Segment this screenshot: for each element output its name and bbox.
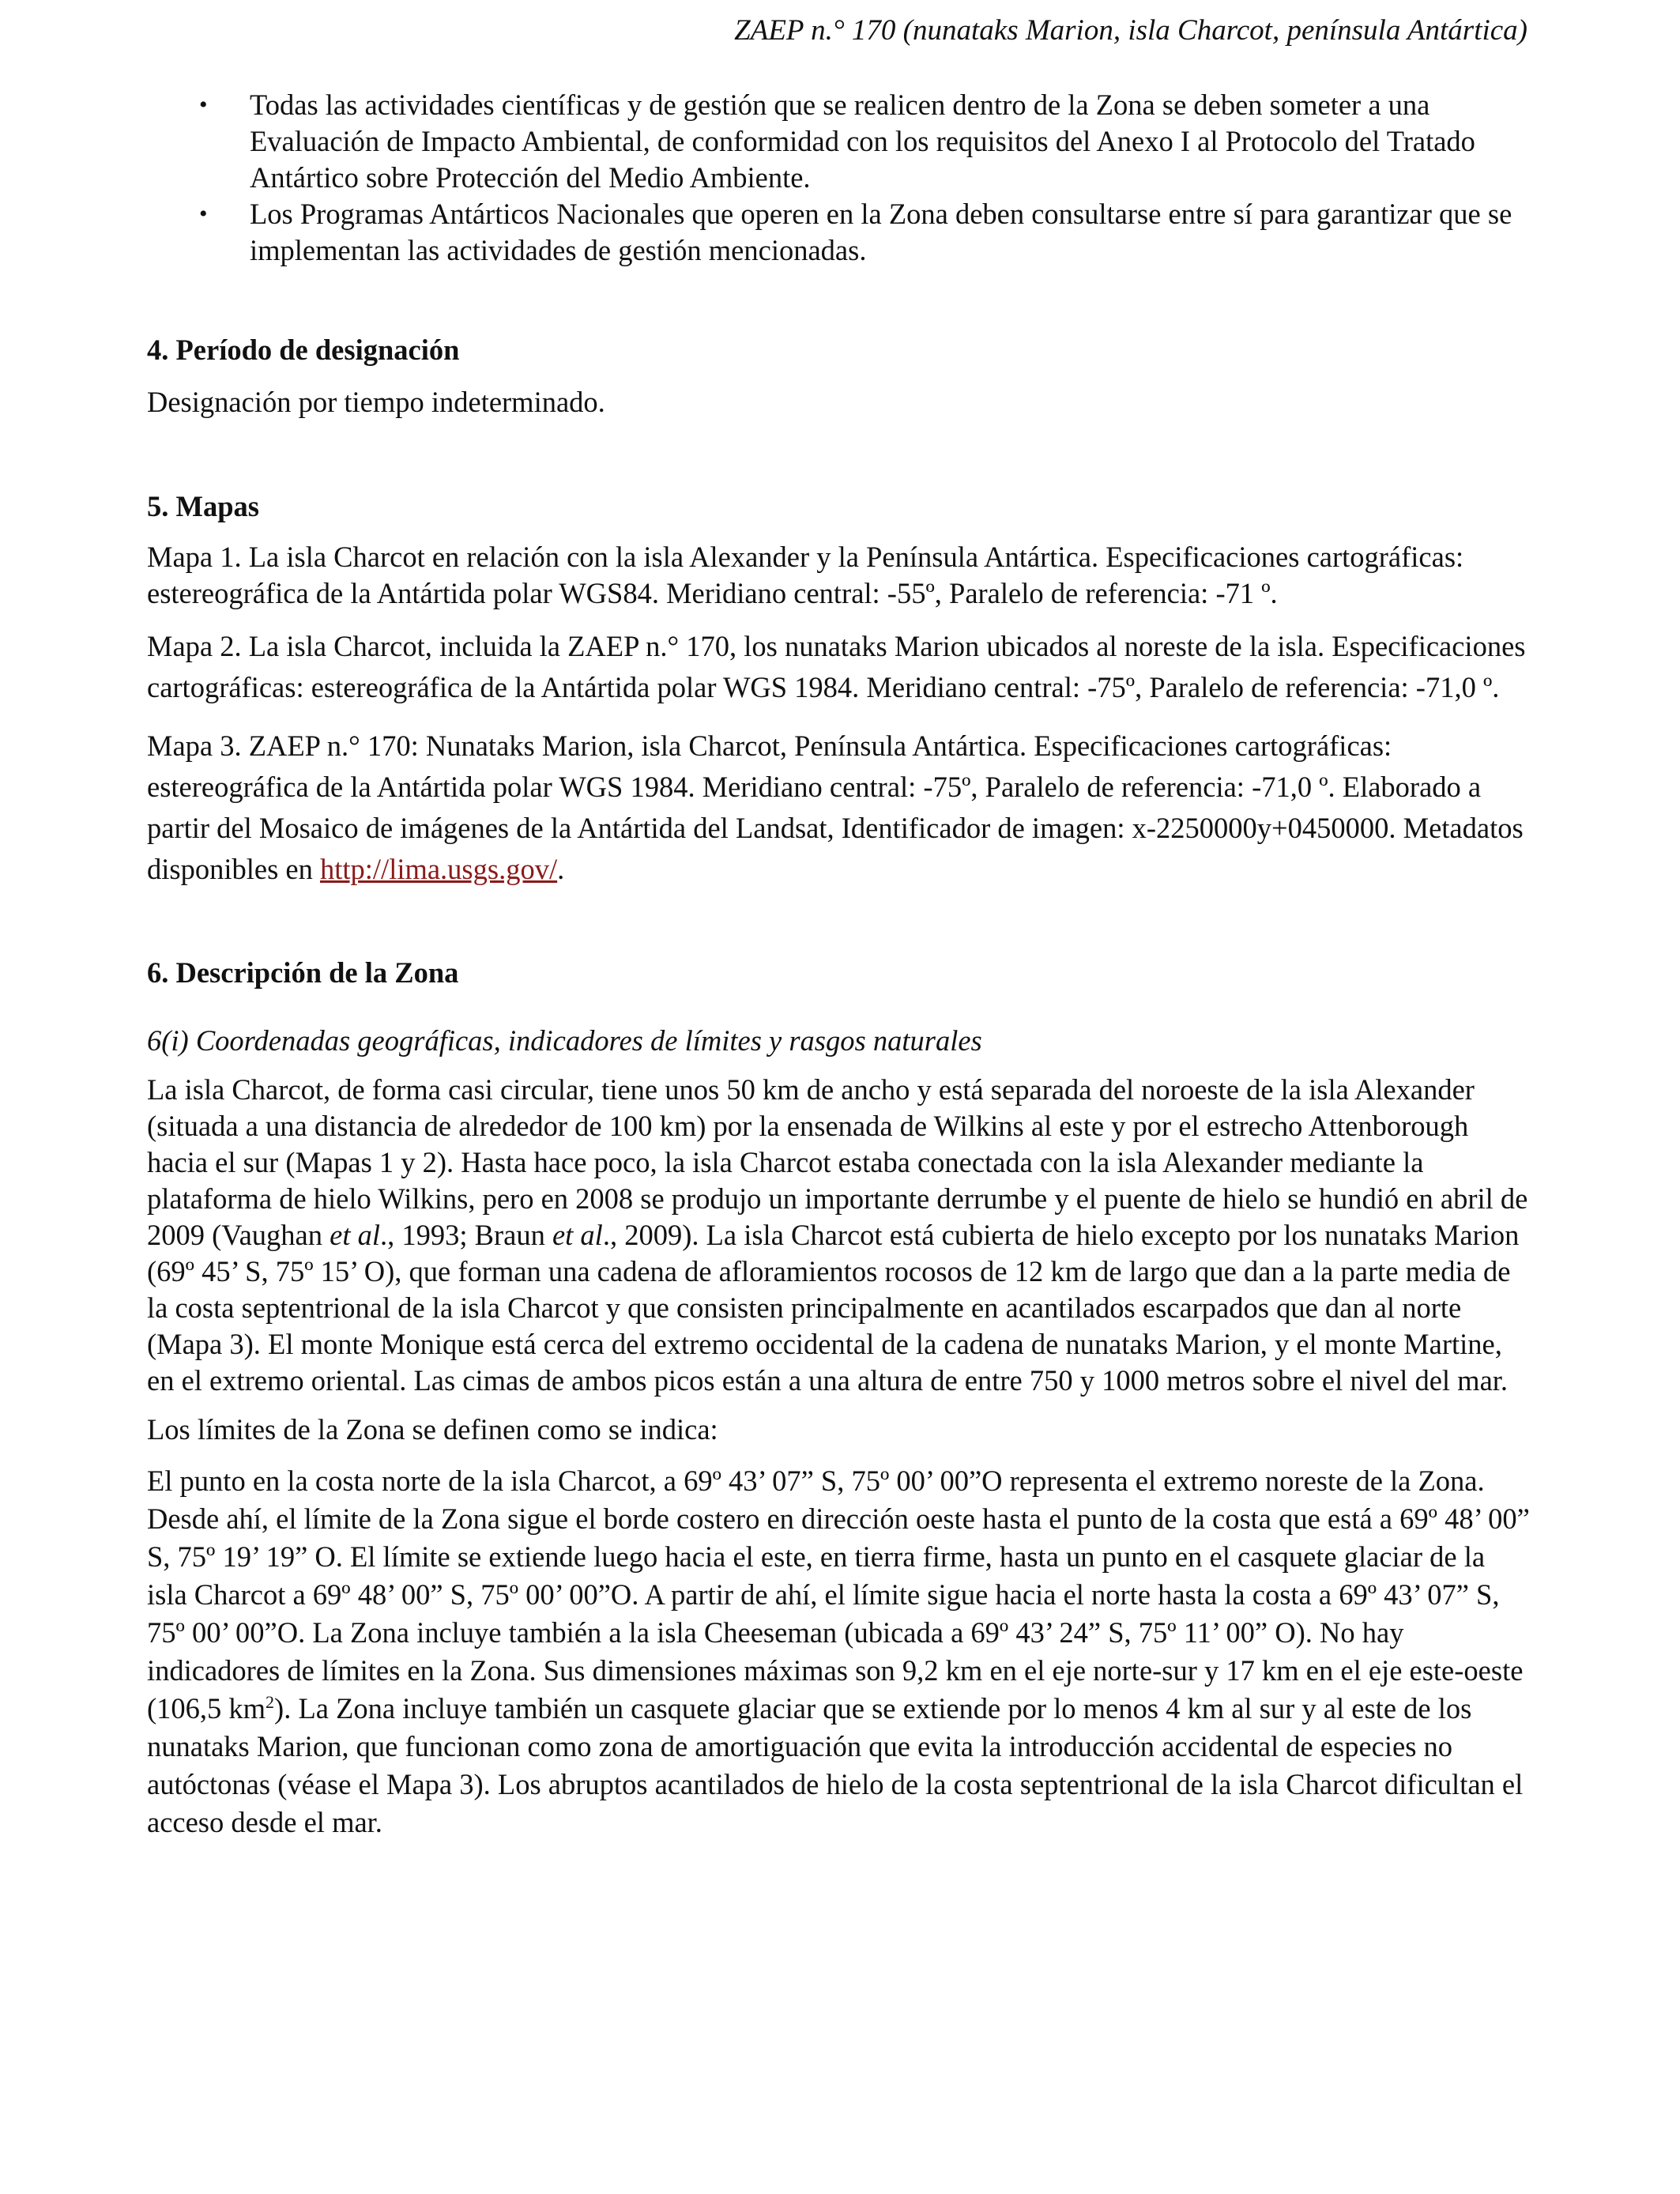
- boundaries-intro: Los límites de la Zona se definen como se indica:: [147, 1413, 718, 1446]
- para-1-part-c: ., 2009). La isla Charcot está cubierta de hielo excepto por los nunataks Marion (69º 45’ S, 75º 15’ O), que forman una cadena de afloramientos rocosos de 12 km de largo que dan a la parte media de la costa septentrional de la isla Charcot y que consisten principalmente en acantilados escarpados que dan al norte (Mapa 3). El monte Monique está cerca del extremo occidental de la cadena de nunataks Marion, y el monte Martine, en el extremo oriental. Las cimas de ambos picos están a una altura de entre 750 y 1000 metros sobre el nivel del mar.: [147, 1219, 1520, 1397]
- section-4-heading: 4. Período de designación: [147, 334, 460, 366]
- bullet-text: Todas las actividades científicas y de gestión que se realicen dentro de la Zona se deben someter a una Evaluación de Impacto Ambiental, de conformidad con los requisitos del Anexo I al Protocolo del Tratado Antártico sobre Protección del Medio Ambiente.: [250, 89, 1475, 194]
- map-3-description: [147, 726, 1531, 890]
- section-4-body: Designación por tiempo indeterminado.: [147, 386, 605, 418]
- list-item: [147, 87, 1531, 196]
- para-1-part-a: La isla Charcot, de forma casi circular, tiene unos 50 km de ancho y está separada del noroeste de la isla Alexander (situada a una distancia de alrededor de 100 km) por la ensenada de Wilkins al este y por el estrecho Attenborough hacia el sur (Mapas 1 y 2). Hasta hace poco, la isla Charcot estaba conectada con la isla Alexander mediante la plataforma de hielo Wilkins, pero en 2008 se produjo un importante derrumbe y el puente de hielo se hundió en abril de 2009 (Vaughan: [147, 1073, 1528, 1251]
- bullet-icon: •: [199, 92, 208, 118]
- description-paragraph: [147, 1072, 1531, 1399]
- et-al-2: et al: [552, 1219, 603, 1251]
- bullet-icon: •: [199, 201, 208, 227]
- squared-superscript: 2: [266, 1691, 275, 1712]
- running-header: ZAEP n.° 170 (nunataks Marion, isla Charcot, península Antártica): [734, 14, 1527, 47]
- section-6-heading: 6. Descripción de la Zona: [147, 956, 459, 989]
- bullet-list: [147, 87, 1531, 269]
- map-3-end: .: [557, 853, 565, 885]
- para-3-part-a: El punto en la costa norte de la isla Charcot, a 69º 43’ 07” S, 75º 00’ 00”O representa el extremo noreste de la Zona. Desde ahí, el límite de la Zona sigue el borde costero en dirección oeste hasta el punto de la costa que está a 69º 48’ 00” S, 75º 19’ 19” O. El límite se extiende luego hacia el este, en tierra firme, hasta un punto en el casquete glaciar de la isla Charcot a 69º 48’ 00” S, 75º 00’ 00”O. A partir de ahí, el límite sigue hacia el norte hasta la costa a 69º 43’ 07” S, 75º 00’ 00”O. La Zona incluye también a la isla Cheeseman (ubicada a 69º 43’ 24” S, 75º 11’ 00” O). No hay indicadores de límites en la Zona. Sus dimensiones máximas son 9,2 km en el eje norte-sur y 17 km en el eje este-oeste (106,5 km: [147, 1465, 1530, 1725]
- list-item: [147, 196, 1531, 269]
- map-2-description: Mapa 2. La isla Charcot, incluida la ZAEP n.° 170, los nunataks Marion ubicados al noreste de la isla. Especificaciones cartográficas: estereográfica de la Antártida polar WGS 1984. Meridiano central: -75º, Paralelo de referencia: -71,0 º.: [147, 630, 1526, 703]
- et-al-1: et al: [330, 1219, 380, 1251]
- para-1-part-b: ., 1993; Braun: [379, 1219, 552, 1251]
- map-1-description: Mapa 1. La isla Charcot en relación con la isla Alexander y la Península Antártica. Especificaciones cartográficas: estereográfica de la Antártida polar WGS84. Meridiano central: -55º, Paralelo de referencia: -71 º.: [147, 541, 1464, 609]
- para-3-part-b: ). La Zona incluye también un casquete glaciar que se extiende por lo menos 4 km al sur y al este de los nunataks Marion, que funcionan como zona de amortiguación que evita la introducción accidental de especies no autóctonas (véase el Mapa 3). Los abruptos acantilados de hielo de la costa septentrional de la isla Charcot dificultan el acceso desde el mar.: [147, 1692, 1524, 1838]
- page-content: [147, 87, 1531, 1842]
- lima-usgs-link[interactable]: http://lima.usgs.gov/: [319, 853, 558, 885]
- map-3-text: Mapa 3. ZAEP n.° 170: Nunataks Marion, isla Charcot, Península Antártica. Especificaciones cartográficas: estereográfica de la Antártida polar WGS 1984. Meridiano central: -75º, Paralelo de referencia: -71,0 º. Elaborado a partir del Mosaico de imágenes de la Antártida del Landsat, Identificador de imagen: x-2250000y+0450000. Metadatos disponibles en: [147, 729, 1524, 885]
- section-5-heading: 5. Mapas: [147, 490, 259, 522]
- boundaries-paragraph: [147, 1462, 1531, 1842]
- bullet-text: Los Programas Antárticos Nacionales que operen en la Zona deben consultarse entre sí para garantizar que se implementan las actividades de gestión mencionadas.: [250, 198, 1512, 266]
- section-6-subheading: 6(i) Coordenadas geográficas, indicadores de límites y rasgos naturales: [147, 1024, 982, 1057]
